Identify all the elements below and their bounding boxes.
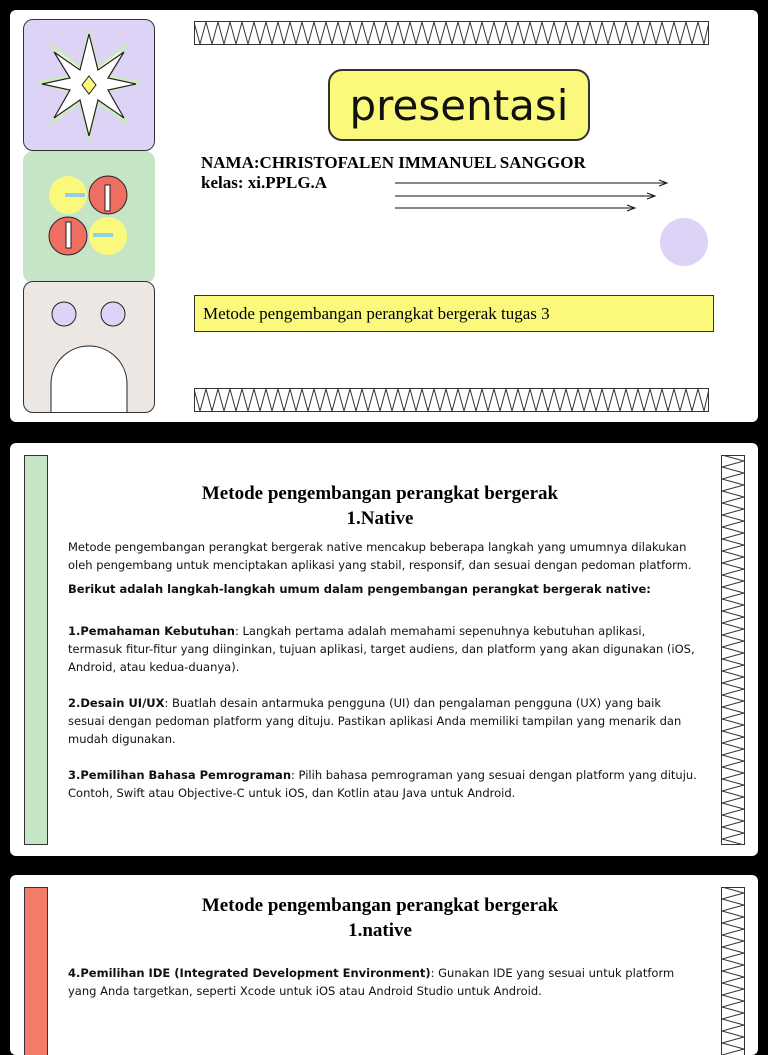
step-item bbox=[68, 622, 698, 676]
slide-title-line2: 1.Native bbox=[70, 506, 690, 531]
slide-native-part2 bbox=[10, 875, 758, 1055]
step-text: : Langkah pertama adalah memahami sepenuhnya kebutuhan aplikasi, termasuk fitur-fitur yang diinginkan, tujuan aplikasi, target audiens, dan platform yang akan digunakan (iOS, Android, atau kedua-duanya). bbox=[68, 624, 695, 674]
star-tile bbox=[23, 19, 155, 151]
step-text: : Pilih bahasa pemrograman yang sesuai dengan platform yang dituju. Contoh, Swift atau Objective-C untuk iOS, dan Kotlin atau Java untuk Android. bbox=[68, 768, 697, 800]
step-label: 4.Pemilihan IDE (Integrated Development Environment) bbox=[68, 966, 431, 980]
circles-icon bbox=[24, 152, 154, 282]
subtitle-banner: Metode pengembangan perangkat bergerak tugas 3 bbox=[194, 295, 714, 332]
student-name: NAMA:CHRISTOFALEN IMMANUEL SANGGOR bbox=[201, 153, 586, 173]
arch-icon bbox=[24, 282, 154, 412]
zigzag-border-bottom bbox=[194, 388, 709, 412]
star-icon bbox=[24, 20, 154, 150]
student-class: kelas: xi.PPLG.A bbox=[201, 173, 327, 193]
slide-title-line2: 1.native bbox=[70, 918, 690, 943]
circles-tile bbox=[23, 151, 155, 283]
decorative-arrows bbox=[393, 176, 683, 220]
steps-heading: Berikut adalah langkah-langkah umum dalam pengembangan perangkat bergerak native: bbox=[68, 582, 651, 596]
decorative-circle bbox=[660, 218, 708, 266]
left-accent-bar bbox=[24, 455, 48, 845]
zigzag-border-top bbox=[194, 21, 709, 45]
slide-native-part1 bbox=[10, 443, 758, 856]
step-label: 1.Pemahaman Kebutuhan bbox=[68, 624, 235, 638]
slide-body bbox=[68, 538, 698, 802]
intro-paragraph: Metode pengembangan perangkat bergerak native mencakup beberapa langkah yang umumnya dilakukan oleh pengembang untuk menciptakan aplikasi yang stabil, responsif, dan sesuai dengan pedoman platform. bbox=[68, 538, 698, 574]
slide-title bbox=[70, 893, 690, 943]
slide-body bbox=[68, 964, 698, 1000]
left-accent-bar bbox=[24, 887, 48, 1055]
slide-title-line1: Metode pengembangan perangkat bergerak bbox=[70, 481, 690, 506]
step-text: : Gunakan IDE yang sesuai untuk platform yang Anda targetkan, seperti Xcode untuk iOS atau Android Studio untuk Android. bbox=[68, 966, 674, 998]
slide-title bbox=[70, 481, 690, 531]
slide-title-page bbox=[10, 10, 758, 422]
slide-title-line1: Metode pengembangan perangkat bergerak bbox=[70, 893, 690, 918]
step-text: : Buatlah desain antarmuka pengguna (UI) dan pengalaman pengguna (UX) yang baik sesuai dengan pedoman platform yang dituju. Pastikan aplikasi Anda memiliki tampilan yang menarik dan mudah digunakan. bbox=[68, 696, 681, 746]
arch-tile bbox=[23, 281, 155, 413]
step-item bbox=[68, 694, 698, 748]
step-label: 2.Desain UI/UX bbox=[68, 696, 164, 710]
step-label: 3.Pemilihan Bahasa Pemrograman bbox=[68, 768, 291, 782]
zigzag-border-right bbox=[721, 455, 745, 845]
step-item bbox=[68, 964, 698, 1000]
presentation-title: presentasi bbox=[328, 69, 590, 141]
step-item bbox=[68, 766, 698, 802]
zigzag-border-right bbox=[721, 887, 745, 1055]
